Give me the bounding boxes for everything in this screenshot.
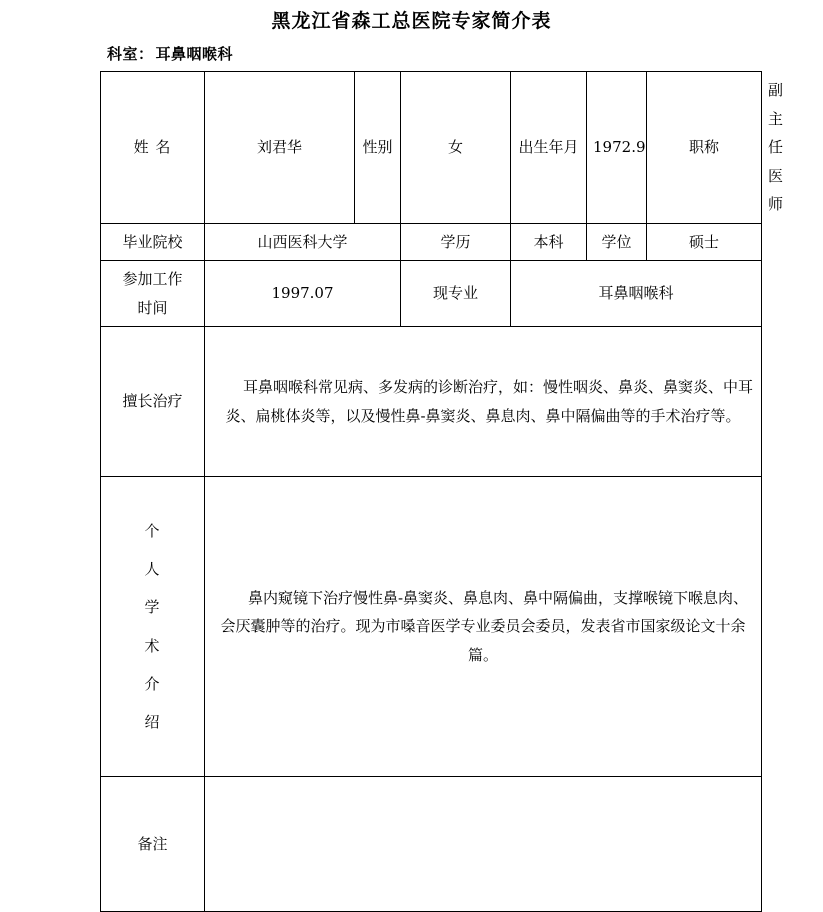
work-start-label [101,261,205,327]
academic-label-char: 个 [144,521,161,540]
specialty-text: 耳鼻咽喉科常见病、多发病的诊断治疗，如：慢性咽炎、鼻炎、鼻窦炎、中耳炎、扁桃体炎等，以及慢性鼻-鼻窦炎、鼻息肉、鼻中隔偏曲等的手术治疗等。 [225,378,754,425]
gender-label-cell [355,72,401,224]
academic-label-char: 绍 [144,713,161,731]
remark-value [205,777,762,912]
academic-text-cell [205,477,762,777]
department-label: 科室： [107,45,154,63]
table-row [101,327,762,477]
specialty-label: 擅长治疗 [101,327,205,477]
work-start-label-line1: 参加工作 [122,270,183,288]
name-value: 刘君华 [205,72,355,224]
expert-profile-table [100,71,784,912]
name-label: 姓 名 [101,72,205,224]
work-start-label-line2: 时间 [137,298,168,317]
academic-text: 鼻内窥镜下治疗慢性鼻-鼻窦炎、鼻息肉、鼻中隔偏曲，支撑喉镜下喉息肉、会厌囊肿等的治疗。现为市嗓音医学专业委员会委员，发表省市国家级论文十余篇。 [220,588,749,664]
table-row [101,261,762,327]
work-start-value: 1997.07 [205,261,401,327]
page-title: 黑龙江省森工总医院专家简介表 [271,10,552,32]
school-label: 毕业院校 [101,223,205,261]
school-value: 山西医科大学 [205,223,401,261]
degree-label: 学位 [587,223,647,261]
academic-label-char: 学 [144,598,161,617]
gender-label: 性别 [362,138,393,156]
major-label: 现专业 [401,261,511,327]
academic-label [101,477,205,777]
birth-value: 1972.9 [587,72,647,224]
academic-label-char: 术 [144,636,161,655]
academic-label-char: 介 [144,674,161,693]
education-label: 学历 [401,223,511,261]
department-line [0,35,823,71]
table-row [101,777,762,912]
academic-label-char: 人 [144,560,161,578]
table-row [101,477,762,777]
title-label: 职称 [647,72,762,224]
major-value: 耳鼻咽喉科 [511,261,762,327]
education-value: 本科 [511,223,587,261]
remark-label: 备注 [101,777,205,912]
table-row [101,223,762,261]
table-row: 姓 名 刘君华 性别 女 出生年月 1972.9 职称 副主任医师 [101,72,762,224]
specialty-text-cell [205,327,762,477]
gender-value: 女 [401,72,511,224]
birth-label: 出生年月 [511,72,587,224]
department-value: 耳鼻咽喉科 [155,45,234,63]
degree-value: 硕士 [647,223,762,261]
